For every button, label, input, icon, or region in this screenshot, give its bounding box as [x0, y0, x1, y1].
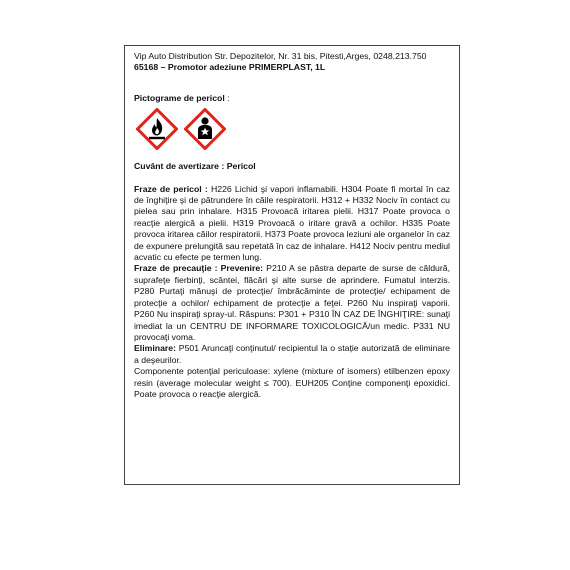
precaution-text: P210 A se păstra departe de surse de căldură, suprafeţe fierbinţi, scântei, flăcări şi alte surse de aprindere. Fumatul interzis. P280 Purtaţi mănuşi de protecţie/ îmbrăcăminte de protecţie/ echipament de protecţie a ochilor/ echipament de protecţie a feţei. P260 Nu inspiraţi vaporii. P260 Nu inspiraţi spray-ul. Răspuns: P301 + P310 ÎN CAZ DE ÎNGHIŢIRE: sunaţi imediat la un CENTRU DE INFORMARE TOXICOLOGICĂ/un medic. P331 NU provocaţi voma.	[134, 263, 451, 342]
disposal-text: P501 Aruncaţi conţinutul/ recipientul la o stație autorizată de eliminare a deşeurilor.	[134, 343, 450, 365]
spacer	[134, 173, 450, 184]
hazard-text: H226 Lichid şi vapori inflamabili. H304 Poate fi mortal în caz de înghiţire şi de pătrundere în căile respiratorii. H312 + H332 Nociv în contact cu pielea sau prin inhalare. H315 Provoacă iritarea pielii. H317 Poate provoca o reacţie alergică a pielii. H319 Provoacă o iritare gravă a ochilor. H335 Poate provoca iritarea căilor respiratorii. H373 Poate provoca leziuni ale organelor în caz de expunere prelungită sau repetată în caz de inhalare. H412 Nociv pentru mediul acvatic cu efecte pe termen lung.	[134, 183, 450, 263]
pictograms-heading-text: Pictograme de pericol	[134, 92, 225, 103]
pictogram-row	[136, 108, 450, 150]
supplier-info: Vip Auto Distribution Str. Depozitelor, Nr. 31 bis, Pitesti,Arges, 0248.213.750	[134, 51, 427, 61]
spacer	[134, 74, 450, 93]
flame-icon	[136, 108, 178, 150]
hazard-label: Fraze de pericol :	[134, 183, 208, 194]
product-title: 65168 – Promotor adeziune PRIMERPLAST, 1L	[134, 62, 326, 73]
precaution-label: Fraze de precauţie : Prevenire:	[134, 263, 264, 274]
pictograms-heading-suffix: :	[224, 92, 230, 103]
signal-word: Cuvânt de avertizare : Pericol	[134, 161, 256, 172]
spacer	[134, 150, 450, 161]
pictograms-heading	[134, 93, 450, 104]
hazard-statements	[134, 184, 450, 264]
disposal-label: Eliminare:	[134, 343, 177, 354]
product-label-box	[124, 45, 460, 485]
health-hazard-icon	[184, 108, 226, 150]
precautionary-statements	[134, 263, 450, 343]
hazardous-components: Componente potenţial periculoase: xylene (mixture of isomers) etilbenzen epoxy resin (average molecular weight ≤ 700). EUH205 Conţine componenţi epoxidici. Poate provoca o reacţie alergică.	[134, 366, 450, 399]
disposal-statements	[134, 343, 450, 366]
